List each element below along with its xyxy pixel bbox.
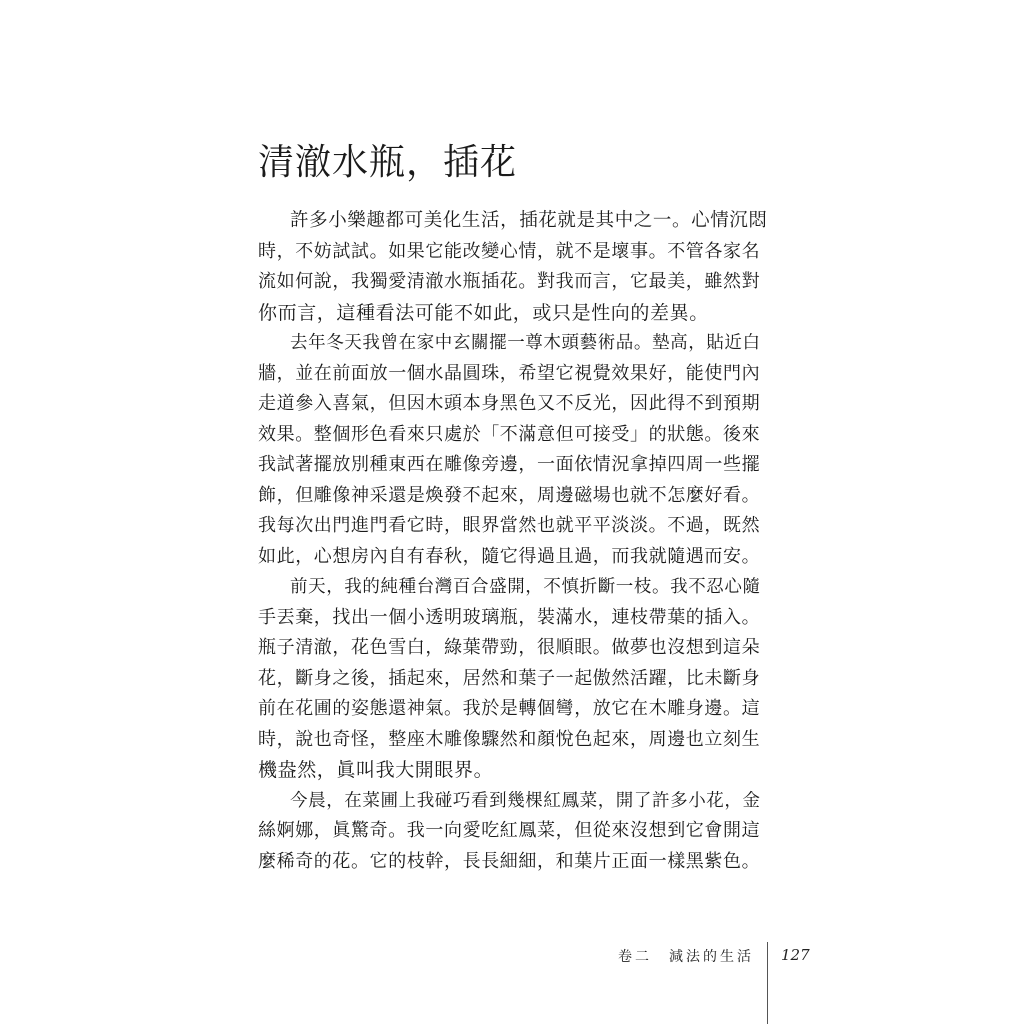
text-line: 走道參入喜氣，但因木頭本身黑色又不反光，因此得不到預期 bbox=[258, 393, 761, 414]
text-line: 前在花圃的姿態還神氣。我於是轉個彎，放它在木雕身邊。這 bbox=[258, 698, 761, 719]
text-line: 你而言，這種看法可能不如此，或只是性向的差異。 bbox=[258, 301, 709, 324]
text-line: 我每次出門進門看它時，眼界當然也就平平淡淡。不過，既然 bbox=[258, 515, 761, 536]
text-line: 花，斷身之後，插起來，居然和葉子一起傲然活躍，比未斷身 bbox=[258, 667, 761, 689]
text-line: 時，不妨試試。如果它能改變心情，就不是壞事。不管各家名 bbox=[258, 240, 761, 262]
text-line: 效果。整個形色看來只處於「不滿意但可接受」的狀態。後來 bbox=[258, 423, 761, 445]
text-line: 機盎然，眞叫我大開眼界。 bbox=[258, 759, 494, 781]
page-title: 清澈水瓶，插花 bbox=[258, 142, 518, 184]
text-line: 前天，我的純種台灣百合盛開，不慎折斷一枝。我不忍心隨 bbox=[290, 577, 761, 597]
text-line: 時，說也奇怪，整座木雕像驟然和顏悅色起來，周邊也立刻生 bbox=[258, 728, 761, 750]
chapter-running-header: 卷二 減法的生活 bbox=[618, 949, 754, 965]
footer-divider bbox=[767, 942, 768, 1024]
text-line: 絲婀娜，眞驚奇。我一向愛吃紅鳳菜，但從來沒想到它會開這 bbox=[258, 820, 761, 841]
text-line: 去年冬天我曾在家中玄關擺一尊木頭藝術品。墊高，貼近白 bbox=[290, 333, 761, 353]
text-line: 瓶子清澈，花色雪白，綠葉帶勁，很順眼。做夢也沒想到這朵 bbox=[258, 637, 761, 658]
text-line: 飾，但雕像神采還是煥發不起來，周邊磁場也就不怎麼好看。 bbox=[258, 484, 761, 506]
text-line: 流如何說，我獨愛清澈水瓶插花。對我而言，它最美，雖然對 bbox=[258, 271, 761, 292]
text-line: 麼稀奇的花。它的枝幹，長長細細，和葉片正面一樣黑紫色。 bbox=[258, 850, 761, 872]
text-line: 今晨，在菜圃上我碰巧看到幾棵紅鳳菜，開了許多小花，金 bbox=[290, 790, 761, 811]
text-line: 許多小樂趣都可美化生活，插花就是其中之一。心情沉悶 bbox=[290, 210, 768, 231]
text-line: 如此，心想房內自有春秋，隨它得過且過，而我就隨遇而安。 bbox=[258, 545, 761, 567]
page-number: 127 bbox=[781, 946, 810, 964]
text-line: 手丟棄，找出一個小透明玻璃瓶，裝滿水，連枝帶葉的插入。 bbox=[258, 606, 761, 628]
text-line: 牆，並在前面放一個水晶圓珠，希望它視覺效果好，能使門內 bbox=[258, 362, 761, 384]
text-line: 我試著擺放別種東西在雕像旁邊，一面依情況拿掉四周一些擺 bbox=[258, 454, 761, 475]
body-text bbox=[258, 206, 768, 877]
